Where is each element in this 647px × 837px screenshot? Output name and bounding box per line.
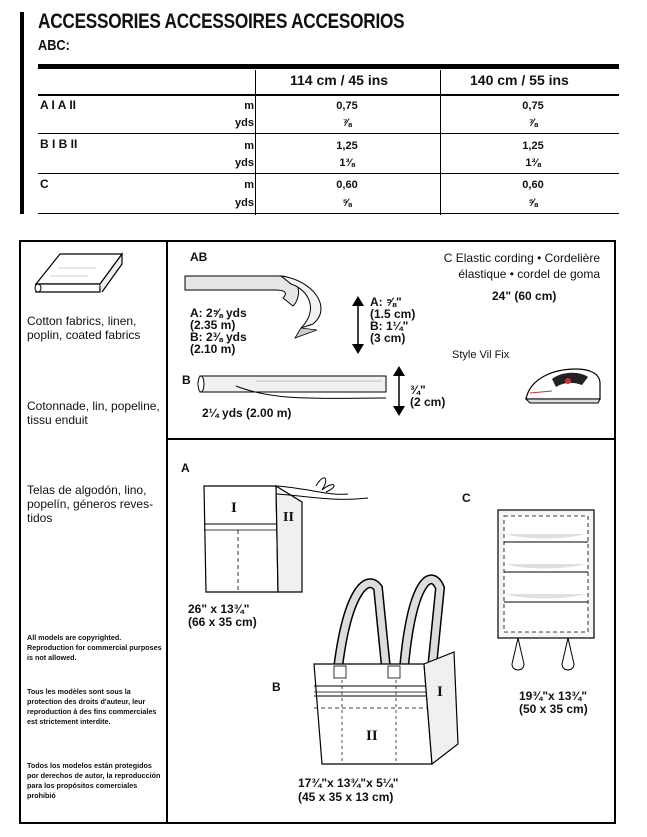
left-accent-bar xyxy=(20,12,24,214)
elastic-cording-length: 24" (60 cm) xyxy=(492,289,557,303)
tape-a-width-metric: (1.5 cm) xyxy=(370,307,416,321)
item-a-piece-1: I xyxy=(231,500,237,516)
cell-value: 0,60 xyxy=(336,179,358,191)
column-header-140: 140 cm / 55 ins xyxy=(470,72,569,88)
tape-a-length: A: 2⅝ yds xyxy=(190,306,247,320)
item-b-size-metric: (45 x 35 x 13 cm) xyxy=(298,790,394,804)
copyright-es: Todos los modelos están protegidos por derechos de autor, la reproducción para los propósitos comerciales prohibió xyxy=(27,761,161,800)
cord-width-arrow-icon xyxy=(392,364,406,418)
notion-ab-label: AB xyxy=(190,250,208,264)
piping-cord-illustration xyxy=(196,372,392,406)
unit-m: m xyxy=(244,100,254,112)
row-rule xyxy=(38,133,619,134)
item-b-piece-1: I xyxy=(437,684,443,700)
table-divider xyxy=(440,70,441,215)
width-arrow-icon xyxy=(350,294,366,356)
unit-m: m xyxy=(244,140,254,152)
page-title: ACCESSORIES ACCESSOIRES ACCESORIOS xyxy=(38,10,405,33)
table-divider xyxy=(255,70,256,215)
elastic-cording-line1: C Elastic cording • Cordelière xyxy=(443,251,600,265)
table-header-rule xyxy=(38,94,619,96)
fabric-text-es: Telas de algodón, lino, popelín, géneros reves-tidos xyxy=(27,483,154,525)
unit-yds: yds xyxy=(235,117,254,129)
cell-value: 1⅜ xyxy=(339,157,355,169)
tape-b-width-metric: (3 cm) xyxy=(370,331,406,345)
copyright-fr: Tous les modèles sont sous la protection des droits d'auteur, leur reproduction à des fins commerciales est strictement interdite. xyxy=(27,687,157,726)
hanging-organizer-illustration xyxy=(494,506,598,678)
elastic-cording-line2: élastique • cordel de goma xyxy=(458,267,600,281)
cord-length: 2¼ yds (2.00 m) xyxy=(202,406,292,420)
tote-bag-illustration xyxy=(308,568,460,772)
notion-b-label: B xyxy=(182,373,191,387)
tape-b-width: B: 1¼" xyxy=(370,319,409,333)
item-c-size: 19¾"x 13¾" xyxy=(519,689,588,703)
unit-m: m xyxy=(244,179,254,191)
cell-value: 1⅜ xyxy=(525,157,541,169)
unit-yds: yds xyxy=(235,157,254,169)
cell-value: ⅞ xyxy=(342,117,352,129)
cell-value: ⅝ xyxy=(342,197,352,209)
cell-value: 0,75 xyxy=(336,100,358,112)
cord-width: ¾" xyxy=(410,383,426,397)
cell-value: 1,25 xyxy=(336,140,358,152)
vilfix-label: Style Vil Fix xyxy=(452,349,510,361)
column-header-114: 114 cm / 45 ins xyxy=(290,72,389,88)
tape-b-length: B: 2⅜ yds xyxy=(190,330,247,344)
row-label: B I B II xyxy=(40,137,78,151)
cell-value: 0,75 xyxy=(522,100,544,112)
tape-a-length-metric: (2.35 m) xyxy=(190,318,236,332)
item-b-piece-2: II xyxy=(366,728,378,744)
section-divider xyxy=(166,438,616,440)
row-rule xyxy=(38,173,619,174)
item-c-size-metric: (50 x 35 cm) xyxy=(519,702,588,716)
unit-yds: yds xyxy=(235,197,254,209)
item-b-label: B xyxy=(272,680,281,694)
row-label: C xyxy=(40,177,49,191)
item-c-label: C xyxy=(462,491,471,505)
item-b-size: 17¾"x 13¾"x 5¼" xyxy=(298,776,399,790)
cell-value: 1,25 xyxy=(522,140,544,152)
tape-a-width: A: ⅝" xyxy=(370,295,402,309)
item-a-size-metric: (66 x 35 cm) xyxy=(188,615,257,629)
item-a-size: 26" x 13¾" xyxy=(188,602,250,616)
cord-width-metric: (2 cm) xyxy=(410,395,446,409)
iron-icon xyxy=(522,361,604,407)
cell-value: ⅞ xyxy=(528,117,538,129)
row-label: A I A II xyxy=(40,98,76,112)
item-a-piece-2: II xyxy=(283,510,294,525)
cell-value: 0,60 xyxy=(522,179,544,191)
fabric-text-en: Cotton fabrics, linen, poplin, coated fabrics xyxy=(27,314,141,342)
fabric-bolt-icon xyxy=(30,246,128,298)
copyright-en: All models are copyrighted. Reproduction for commercial purposes is not allowed. xyxy=(27,633,162,662)
row-rule xyxy=(38,213,619,214)
page-subtitle: ABC: xyxy=(38,37,70,54)
fabric-text-fr: Cotonnade, lin, popeline, tissu enduit xyxy=(27,399,160,427)
cell-value: ⅝ xyxy=(528,197,538,209)
table-top-rule xyxy=(38,64,619,69)
item-a-label: A xyxy=(181,461,190,475)
tape-b-length-metric: (2.10 m) xyxy=(190,342,236,356)
